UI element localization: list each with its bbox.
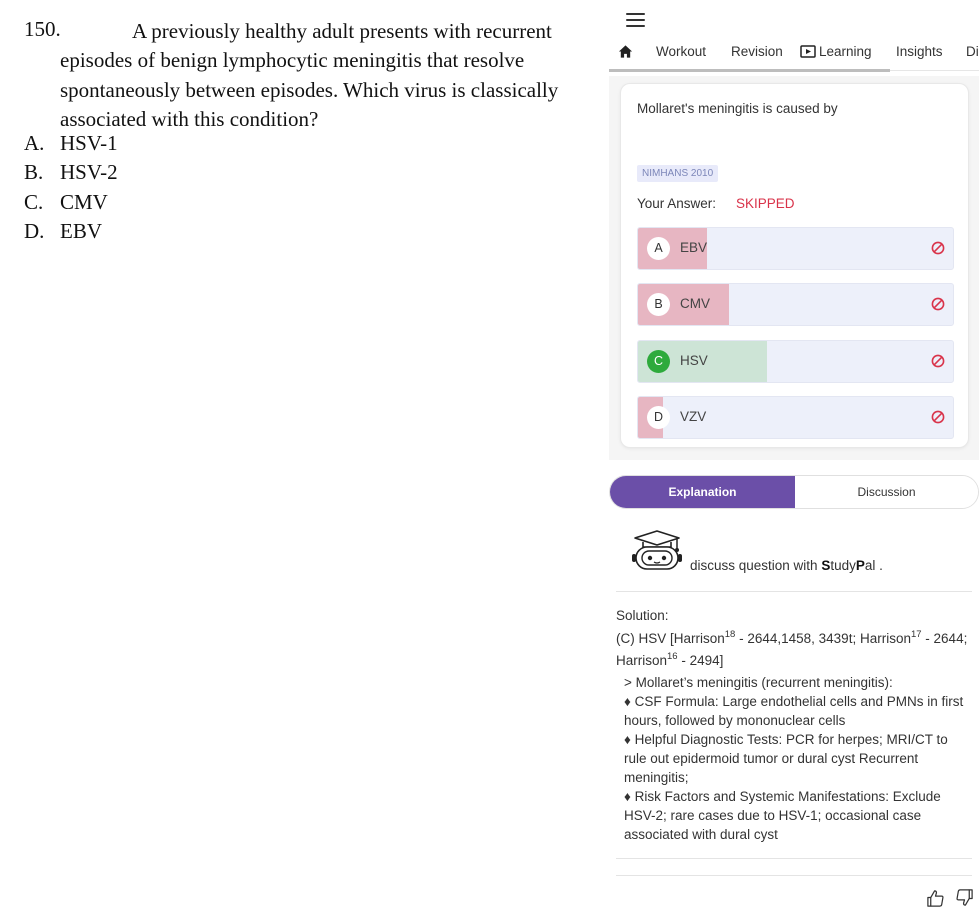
studypal-brand-tudy: tudy [830, 558, 856, 573]
nav-item-revision[interactable]: Revision [731, 44, 783, 59]
solution-reference [616, 628, 972, 672]
not-allowed-icon [931, 241, 945, 255]
your-answer-label: Your Answer: [637, 196, 717, 211]
option-letter: C. [24, 190, 44, 214]
solution-line: ♦ Helpful Diagnostic Tests: PCR for herpes; MRI/CT to rule out epidermoid tumor or dural cyst Recurrent meningitis; [624, 732, 948, 785]
choice-label: VZV [680, 409, 707, 424]
tab-explanation[interactable]: Explanation [610, 476, 795, 508]
question-card [620, 83, 969, 448]
question-option [24, 219, 102, 244]
choice-letter-badge: D [647, 406, 670, 429]
option-text: HSV-2 [60, 160, 118, 184]
nav-item-learning[interactable] [800, 44, 872, 59]
answer-choice-d[interactable] [637, 396, 954, 439]
choice-label: HSV [680, 353, 708, 368]
solution-title: Solution: [616, 608, 669, 623]
studypal-brand-al: al [864, 558, 876, 573]
answer-choice-a[interactable] [637, 227, 954, 270]
divider [616, 875, 972, 876]
studypal-suffix: . [875, 558, 883, 573]
tab-discussion[interactable]: Discussion [795, 476, 978, 508]
nav-active-indicator [609, 69, 890, 72]
ref-edition: 16 [667, 651, 678, 662]
thumbs-down-icon[interactable] [955, 888, 974, 907]
option-text: HSV-1 [60, 131, 118, 155]
question-option [24, 190, 108, 215]
nav-item-learning-label: Learning [819, 44, 872, 59]
question-text: A previously healthy adult presents with recurrent episodes of benign lymphocytic meningitis that resolve spontaneously between episodes. Which virus is classically associated with this condition? [60, 19, 559, 131]
solution-line: > Mollaret’s meningitis (recurrent meningitis): [624, 675, 893, 690]
thumbs-up-icon[interactable] [926, 889, 945, 908]
divider [616, 858, 972, 859]
solution-line: ♦ Risk Factors and Systemic Manifestations: Exclude HSV-2; rare cases due to HSV-1; occasional case associated with dural cyst [624, 789, 941, 842]
nav-item-workout[interactable]: Workout [656, 44, 707, 59]
not-allowed-icon [931, 297, 945, 311]
option-text: CMV [60, 190, 108, 214]
hamburger-menu-icon[interactable] [626, 12, 646, 28]
your-answer-value: SKIPPED [736, 196, 795, 211]
nav-item-insights[interactable]: Insights [896, 44, 943, 59]
nav-item-di[interactable]: Di [966, 44, 979, 59]
question-option [24, 131, 118, 156]
choice-label: EBV [680, 240, 708, 255]
tab-bar [609, 475, 979, 509]
play-screen-icon [800, 45, 816, 58]
top-nav [609, 36, 979, 69]
ref-text: - 2644,1458, 3439t; Harrison [735, 631, 911, 646]
choice-letter-badge: C [647, 350, 670, 373]
choice-letter-badge: A [647, 237, 670, 260]
studypal-prompt[interactable] [690, 558, 883, 573]
question-stem: Mollaret's meningitis is caused by [637, 101, 838, 116]
option-letter: A. [24, 131, 45, 155]
exam-tag: NIMHANS 2010 [637, 165, 718, 182]
ref-edition: 17 [910, 629, 922, 640]
answer-choice-b[interactable] [637, 283, 954, 326]
home-icon[interactable] [618, 44, 633, 62]
answer-choice-c[interactable] [637, 340, 954, 383]
studypal-brand-p: P [855, 558, 865, 573]
ref-text: - 2644; Harrison [616, 631, 968, 668]
choice-letter-badge: B [647, 293, 670, 316]
nav-divider [890, 70, 979, 71]
solution-body [624, 673, 974, 844]
option-text: EBV [60, 219, 102, 243]
divider [616, 591, 972, 592]
ref-text: - 2494] [677, 653, 724, 668]
studypal-robot-icon[interactable] [629, 529, 685, 573]
not-allowed-icon [931, 410, 945, 424]
choice-label: CMV [680, 296, 710, 311]
ref-text: (C) HSV [Harrison [616, 631, 725, 646]
app-panel [609, 0, 979, 922]
question-number: 150. [24, 17, 61, 41]
question-option [24, 160, 118, 185]
studypal-prefix: discuss question with [690, 558, 822, 573]
option-letter: B. [24, 160, 44, 184]
option-letter: D. [24, 219, 45, 243]
solution-line: ♦ CSF Formula: Large endothelial cells and PMNs in first hours, followed by mononuclear cells [624, 694, 964, 728]
studypal-brand-s: S [821, 558, 831, 573]
ref-edition: 18 [724, 629, 736, 640]
not-allowed-icon [931, 354, 945, 368]
